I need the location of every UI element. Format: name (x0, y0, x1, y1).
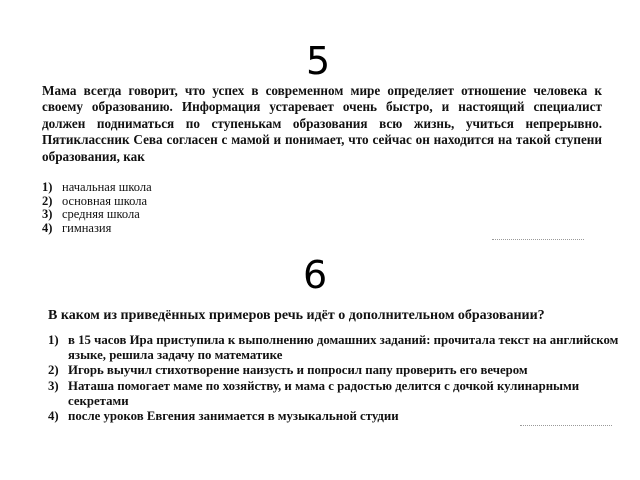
option-item (42, 195, 612, 209)
option-number: 1) (42, 180, 53, 194)
option-number: 3) (48, 378, 59, 393)
answer-line (492, 239, 584, 240)
option-item (42, 208, 612, 222)
question-6-text: В каком из приведённых примеров речь идёт о дополнительном образовании? (48, 308, 545, 323)
option-item (48, 333, 620, 363)
question-number-6: 6 (303, 253, 328, 297)
answer-line (520, 425, 612, 426)
option-text: Наташа помогает маме по хозяйству, и мама с радостью делится с дочкой кулинарными секретами (68, 378, 580, 408)
option-number: 3) (42, 207, 53, 222)
option-text: начальная школа (62, 180, 152, 194)
question-5-options (42, 181, 612, 235)
option-number: 2) (48, 363, 59, 378)
option-number: 4) (42, 220, 53, 235)
question-6-options (48, 333, 620, 424)
question-5-text: Мама всегда говорит, что успех в современном мире определяет отношение человека к своему образованию. Информация устаревает очень быстро, и настоящий специалист должен подниматься по ступенькам образования всю жизнь, учиться непрерывно. Пятиклассник Сева согласен с мамой и понимает, что сейчас он находится на такой ступени образования, как (42, 83, 602, 164)
option-text: Игорь выучил стихотворение наизусть и попросил папу проверить его вечером (68, 363, 528, 378)
option-item (42, 222, 612, 236)
option-item (42, 181, 612, 195)
option-number: 1) (48, 333, 59, 347)
option-number: 4) (48, 409, 59, 424)
option-text: после уроков Евгения занимается в музыкальной студии (68, 409, 399, 424)
option-text: гимназия (62, 220, 112, 235)
option-text: основная школа (62, 193, 147, 208)
option-number: 2) (42, 193, 53, 208)
option-item (48, 363, 620, 378)
option-item (48, 379, 620, 409)
option-text: средняя школа (62, 207, 140, 222)
option-text: в 15 часов Ира приступила к выполнению домашних заданий: прочитала текст на английском языке, решила задачу по математике (68, 333, 619, 363)
question-number-5: 5 (306, 39, 331, 83)
option-item (48, 409, 620, 424)
